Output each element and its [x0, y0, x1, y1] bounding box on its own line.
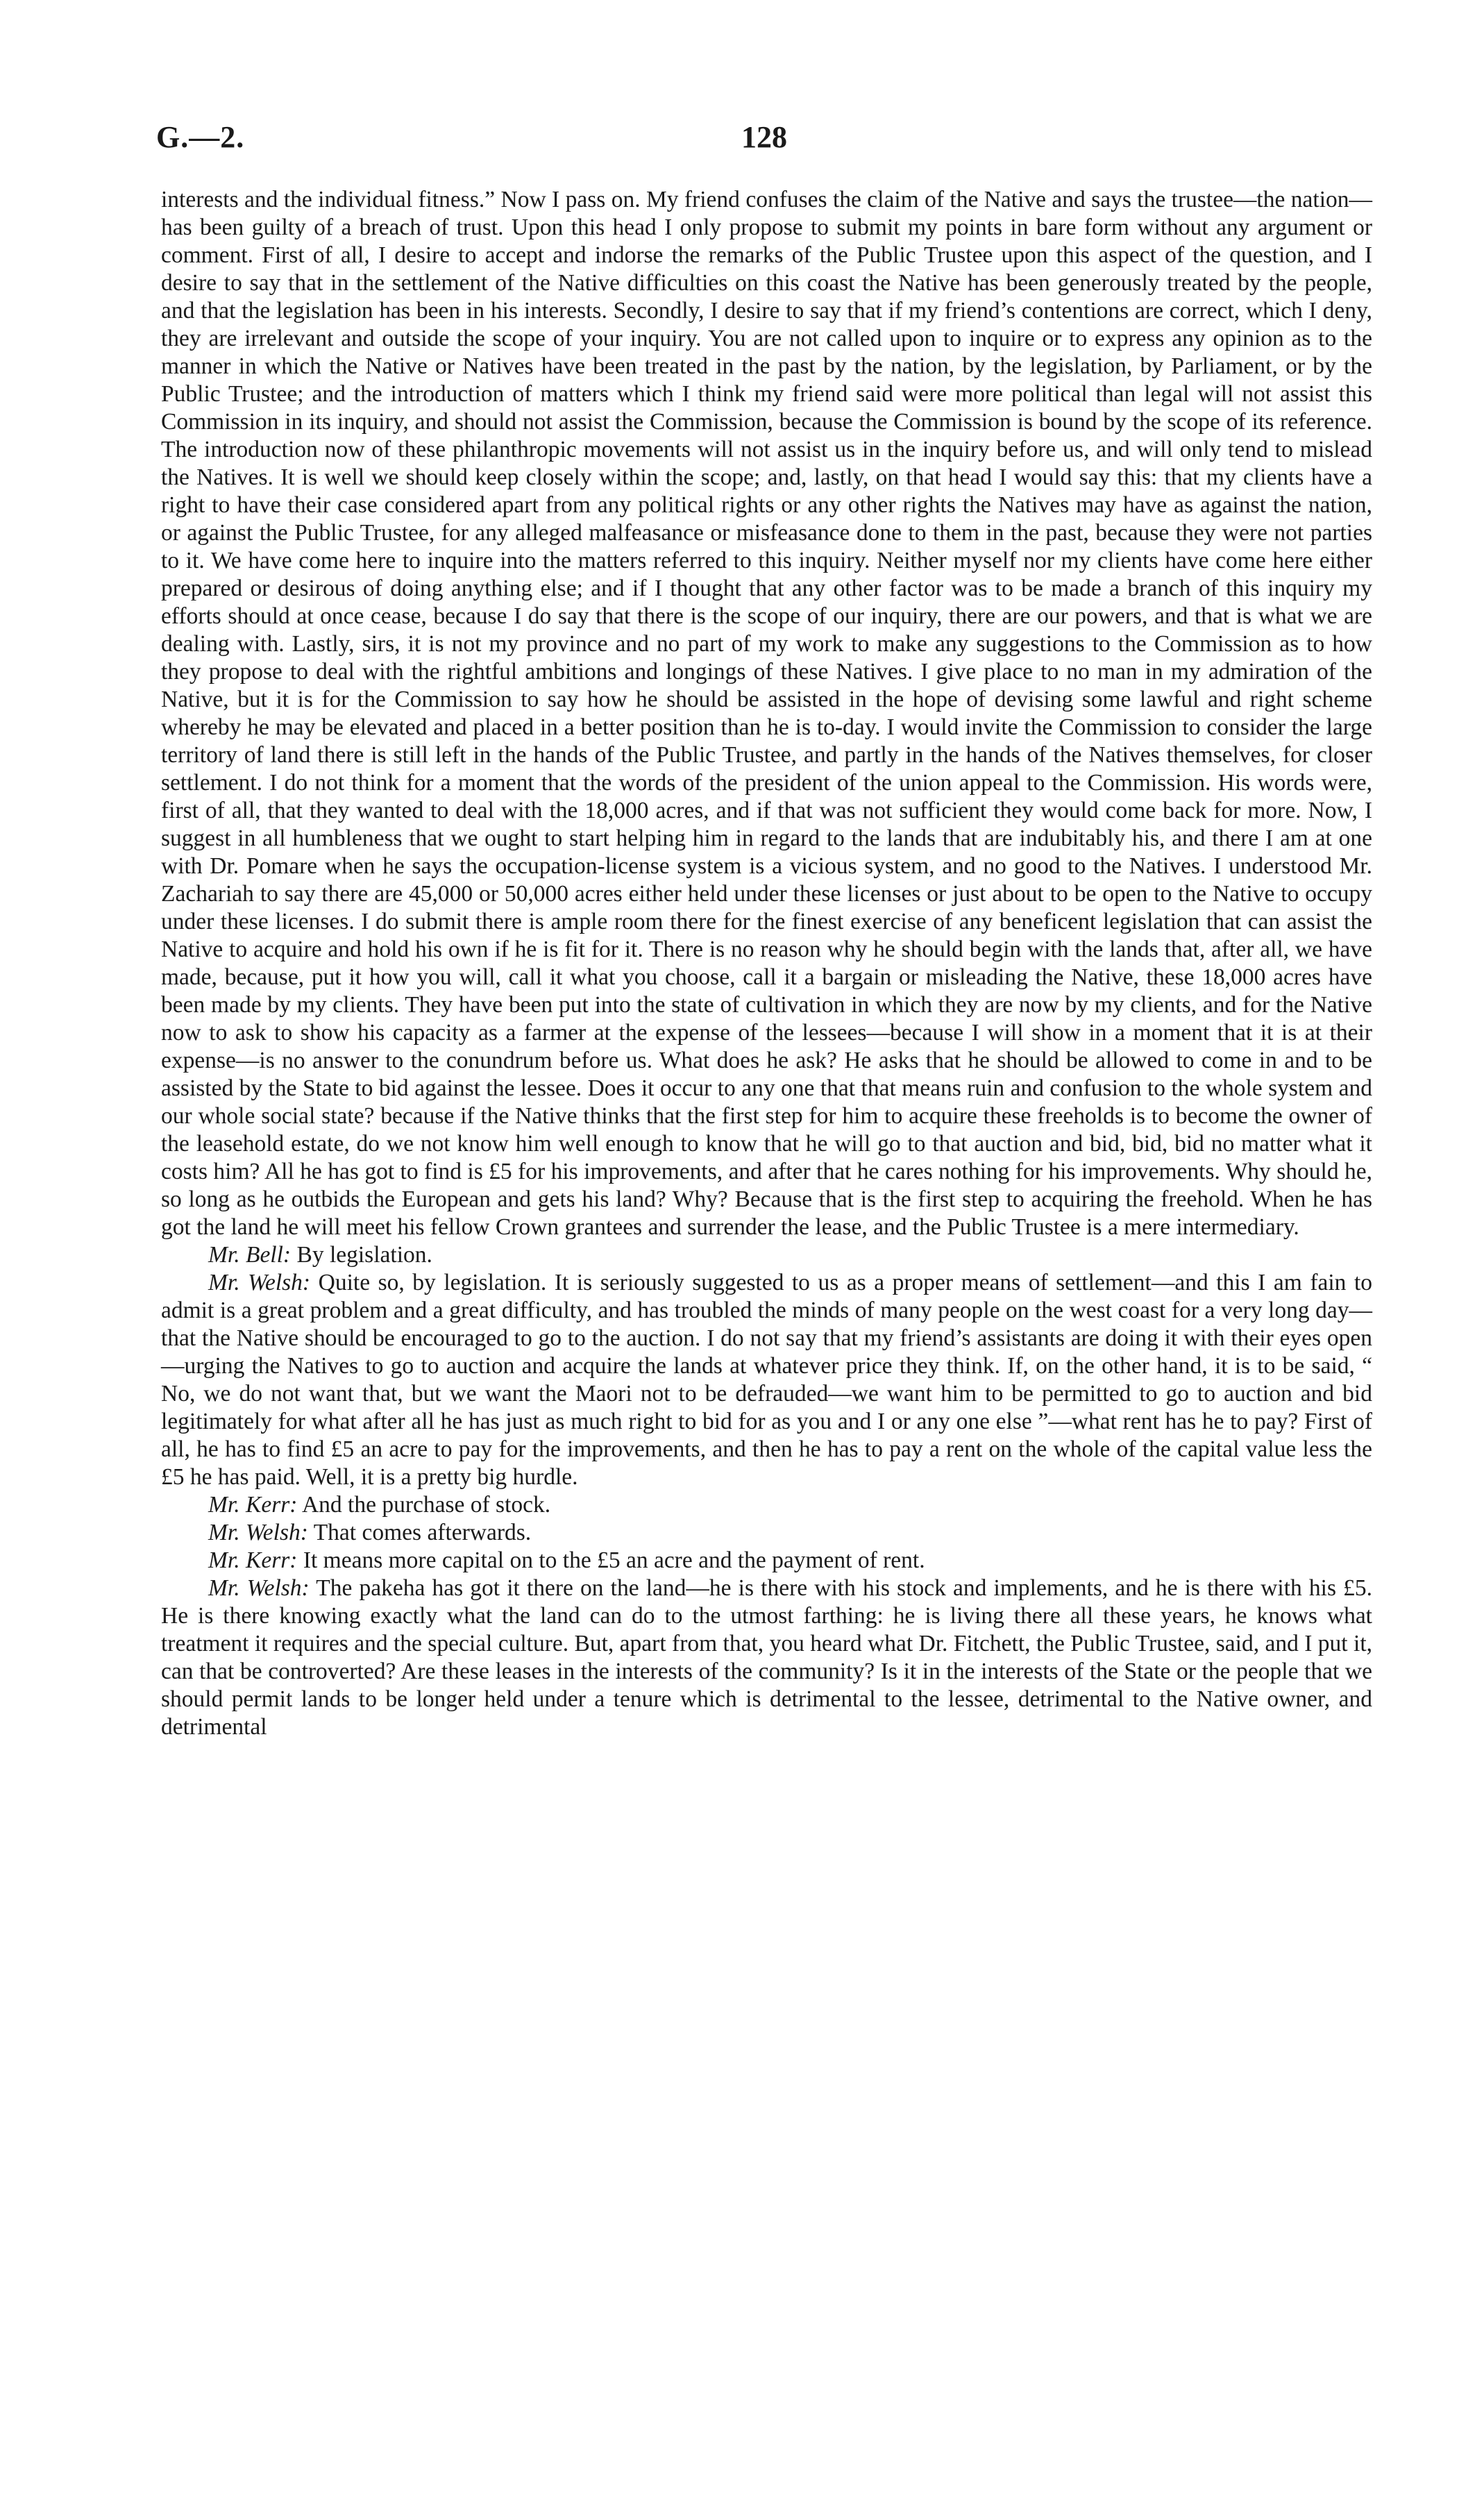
paragraph-text: That comes afterwards.: [313, 1520, 532, 1545]
paragraph: [161, 186, 1372, 1241]
paragraph: [161, 1575, 1372, 1741]
paragraph-text: And the purchase of stock.: [301, 1492, 551, 1518]
paragraph: [161, 1241, 1372, 1269]
paragraph: [161, 1491, 1372, 1519]
page-number: 128: [741, 120, 787, 154]
paragraph-text: interests and the individual fitness.” Now I pass on. My friend confuses the claim of the Native and says the trustee—the nation—has been guilty of a breach of trust. Upon this head I only propose to submit my points in bare form without any argument or comment. First of all, I desire to accept and indorse the remarks of the Public Trustee upon this aspect of the question, and I desire to say that in the settlement of the Native difficulties on this coast the Native has been generously treated by the people, and that the legislation has been in his interests. Secondly, I desire to say that if my friend’s contentions are correct, which I deny, they are irrelevant and outside the scope of your inquiry. You are not called upon to inquire or to express any opinion as to the manner in which the Native or Natives have been treated in the past by the nation, by the legislation, by Parliament, or by the Public Trustee; and the introduction of matters which I think my friend said were more political than legal will not assist this Commission in its inquiry, and should not assist the Commission, because the Commission is bound by the scope of its reference. The introduction now of these philanthropic movements will not assist us in the inquiry before us, and will only tend to mislead the Natives. It is well we should keep closely within the scope; and, lastly, on that head I would say this: that my clients have a right to have their case considered apart from any political rights or any other rights the Natives may have as against the nation, or against the Public Trustee, for any alleged malfeasance or misfeasance done to them in the past, because they were not parties to it. We have come here to inquire into the matters referred to this inquiry. Neither myself nor my clients have come here either prepared or desirous of doing anything else; and if I thought that any other factor was to be made a branch of this inquiry my efforts should at once cease, because I do say that there is the scope of our inquiry, there are our powers, and that is what we are dealing with. Lastly, sirs, it is not my province and no part of my work to make any suggestions to the Commission as to how they propose to deal with the rightful ambitions and longings of these Natives. I give place to no man in my admiration of the Native, but it is for the Commission to say how he should be assisted in the hope of devising some lawful and right scheme whereby he may be elevated and placed in a better position than he is to-day. I would invite the Commission to consider the large territory of land there is still left in the hands of the Public Trustee, and partly in the hands of the Natives themselves, for closer settlement. I do not think for a moment that the words of the president of the union appeal to the Commission. His words were, first of all, that they wanted to deal with the 18,000 acres, and if that was not sufficient they would come back for more. Now, I suggest in all humbleness that we ought to start helping him in regard to the lands that are indubitably his, and there I am at one with Dr. Pomare when he says the occupation-license system is a vicious system, and no good to the Natives. I understood Mr. Zachariah to say there are 45,000 or 50,000 acres either held under these licenses or just about to be open to the Native to occupy under these licenses. I do submit there is ample room there for the finest exercise of any beneficent legislation that can assist the Native to acquire and hold his own if he is fit for it. There is no reason why he should begin with the lands that, after all, we have made, because, put it how you will, call it what you choose, call it a bargain or misleading the Native, these 18,000 acres have been made by my clients. They have been put into the state of cultivation in which they are now by my clients, and for the Native now to ask to show his capacity as a farmer at the expense of the lessees—because I will show in a moment that it is at their expense—is no answer to the conundrum before us. What does he ask? He asks that he should be allowed to come in and to be assisted by the State to bid against the lessee. Does it occur to any one that that means ruin and confusion to the whole system and our whole social state? because if the Native thinks that the first step for him to acquire these freeholds is to become the owner of the leasehold estate, do we not know him well enough to know that he will go to that auction and bid, bid, bid no matter what it costs him? All he has got to find is £5 for his improvements, and after that he cares nothing for his improvements. Why should he, so long as he outbids the European and gets his land? Why? Because that is the first step to acquiring the freehold. When he has got the land he will meet his fellow Crown grantees and surrender the lease, and the Public Trustee is a mere intermediary.: [161, 187, 1372, 1240]
speaker-name: Mr. Kerr:: [208, 1492, 298, 1518]
speaker-name: Mr. Bell:: [208, 1242, 292, 1268]
speaker-name: Mr. Kerr:: [208, 1547, 298, 1573]
body-text: [161, 186, 1372, 1741]
paragraph: [161, 1547, 1372, 1575]
paragraph: [161, 1269, 1372, 1491]
paragraph-text: By legislation.: [296, 1242, 432, 1268]
speaker-name: Mr. Welsh:: [208, 1520, 308, 1545]
document-reference: G.—2.: [156, 120, 245, 154]
speaker-name: Mr. Welsh:: [208, 1270, 311, 1295]
paragraph: [161, 1519, 1372, 1547]
speaker-name: Mr. Welsh:: [208, 1575, 310, 1601]
paragraph-text: The pakeha has got it there on the land—he is there with his stock and implements, and he is there with his £5. He is there knowing exactly what the land can do to the utmost farthing: he is living there all these years, he knows what treatment it requires and the special culture. But, apart from that, you heard what Dr. Fitchett, the Public Trustee, said, and I put it, can that be controverted? Are these leases in the interests of the community? Is it in the interests of the State or the people that we should permit lands to be longer held under a tenure which is detrimental to the lessee, detrimental to the Native owner, and detrimental: [161, 1575, 1373, 1740]
page-header: [156, 119, 1372, 161]
paragraph-text: It means more capital on to the £5 an acre and the payment of rent.: [303, 1547, 925, 1573]
paragraph-text: Quite so, by legislation. It is seriously suggested to us as a proper means of settlement—and this I am fain to admit is a great problem and a great difficulty, and has troubled the minds of many people on the west coast for a very long day—that the Native should be encouraged to go to the auction. I do not say that my friend’s assistants are doing it with their eyes open—urging the Natives to go to auction and acquire the lands at whatever price they think. If, on the other hand, it is to be said, “ No, we do not want that, but we want the Maori not to be defrauded—we want him to be permitted to go to auction and bid legitimately for what after all he has just as much right to bid for as you and I or any one else ”—what rent has he to pay? First of all, he has to find £5 an acre to pay for the improvements, and then he has to pay a rent on the whole of the capital value less the £5 he has paid. Well, it is a pretty big hurdle.: [161, 1270, 1373, 1490]
